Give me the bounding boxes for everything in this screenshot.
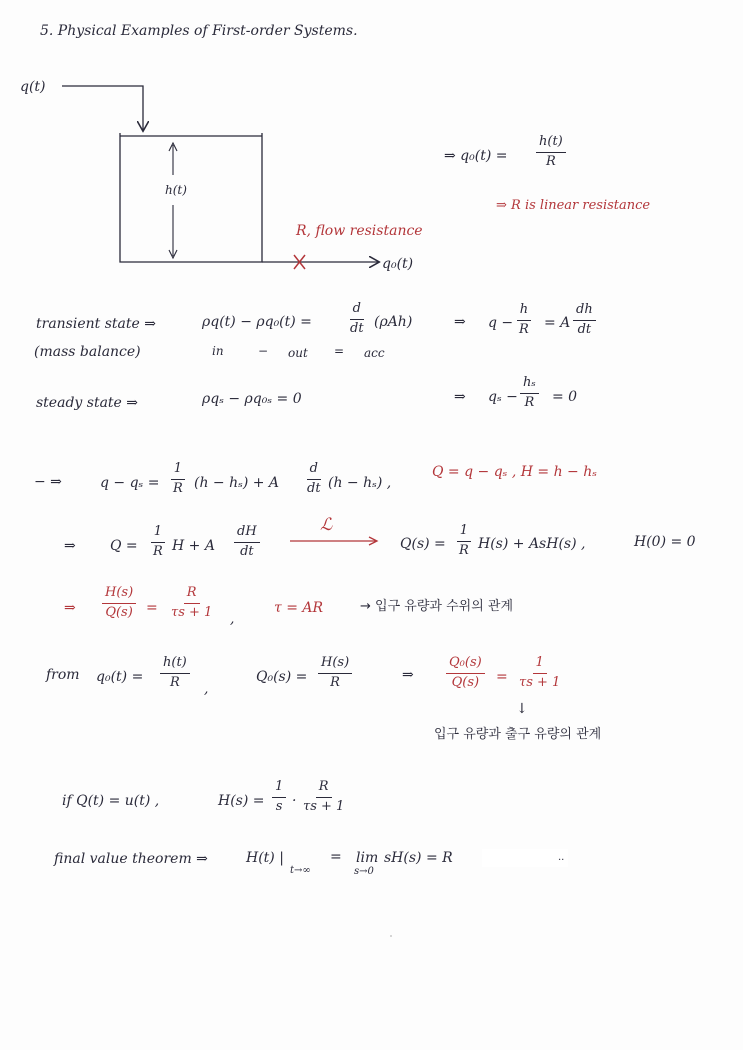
fraction-denominator: R — [169, 674, 180, 690]
derivative-den: dt — [307, 480, 321, 496]
linear-resistance-note: ⇒ R is linear resistance — [496, 198, 651, 213]
fraction-denominator: Q(s) — [105, 604, 133, 620]
deviation-lead: − ⇒ — [34, 474, 62, 490]
laplace-lhs: Q = — [110, 538, 138, 554]
laplace-result-fraction — [456, 524, 472, 559]
fraction-numerator: R — [316, 780, 332, 798]
laplace-result-lhs: Q(s) = — [400, 536, 446, 552]
derivative-den: dt — [240, 543, 254, 559]
final-rhs: sH(s) = R — [384, 850, 453, 866]
laplace-mid: H + A — [172, 538, 215, 554]
from-q0: Q₀(s) = — [256, 669, 308, 685]
fraction-numerator: 1 — [533, 656, 547, 674]
time-constant: τ = AR — [274, 600, 324, 616]
word-in: in — [212, 344, 224, 358]
output-transfer-note: 입구 유량과 출구 유량의 관계 — [434, 727, 602, 742]
from-arrow: ⇒ — [402, 667, 414, 683]
word-minus: − — [258, 344, 269, 358]
mass-balance-label: (mass balance) — [34, 344, 141, 360]
fraction-denominator: R — [524, 394, 535, 410]
level-label: h(t) — [165, 183, 187, 197]
final-label: final value theorem ⇒ — [54, 851, 208, 867]
fraction-numerator: R — [184, 586, 200, 604]
from-fraction — [160, 656, 190, 691]
fraction-denominator: R — [153, 543, 163, 559]
output-transfer-rhs — [516, 656, 563, 691]
deviation-mid: (h − hₛ) + A — [194, 475, 280, 491]
derivative-num: d — [307, 462, 321, 480]
fraction-numerator: hₛ — [520, 376, 539, 394]
derivative-den: dt — [350, 320, 364, 336]
transfer-fraction — [102, 586, 136, 621]
final-eq: = — [330, 849, 342, 865]
fraction-denominator: R — [519, 321, 529, 337]
output-eq-prefix: ⇒ q₀(t) = — [444, 148, 508, 164]
from-lhs: q₀(t) = — [96, 669, 144, 685]
output-transfer-eq: = — [496, 669, 508, 685]
transfer-eq: = — [146, 600, 158, 616]
fraction-numerator: h(t) — [536, 135, 566, 153]
word-out: out — [288, 346, 308, 360]
final-lim: lim — [356, 850, 379, 866]
steady-label: steady state ⇒ — [36, 395, 139, 411]
transient-lhs: ρq(t) − ρq₀(t) = — [202, 314, 312, 330]
fraction-denominator: Q(s) — [451, 674, 480, 690]
fraction-denominator: R — [173, 480, 183, 496]
output-transfer-fraction — [446, 656, 485, 691]
deviation-lhs: q − qₛ = — [100, 475, 160, 491]
transfer-rhs-fraction — [168, 586, 215, 621]
fraction-denominator: τs + 1 — [519, 674, 561, 690]
section-heading: 5. Physical Examples of First-order Systems. — [40, 23, 358, 39]
fraction-numerator: 1 — [457, 524, 471, 542]
outflow-label: q₀(t) — [382, 256, 414, 272]
fraction-numerator: 1 — [171, 462, 185, 480]
transient-label: transient state ⇒ — [36, 316, 156, 332]
final-lim-sub: s→0 — [354, 866, 374, 877]
fraction-numerator: H(s) — [318, 656, 352, 674]
from-comma: , — [204, 681, 209, 697]
transient-arrow: ⇒ — [454, 314, 466, 330]
final-dots: .. — [558, 852, 565, 863]
step-condition: if Q(t) = u(t) , — [62, 793, 160, 809]
transfer-comma: , — [230, 611, 235, 627]
derivative-num: dH — [234, 525, 260, 543]
word-eq: = — [334, 344, 345, 358]
fraction-numerator: H(s) — [102, 586, 136, 604]
transient-result-lhs: q − — [488, 315, 514, 331]
transfer-note: → 입구 유량과 수위의 관계 — [360, 599, 514, 614]
fraction-numerator: h — [517, 303, 531, 321]
fraction-numerator: Q₀(s) — [446, 656, 485, 674]
fraction-denominator: R — [545, 153, 556, 169]
from-word: from — [46, 667, 80, 683]
fraction-denominator: R — [459, 542, 469, 558]
resistance-label: R, flow resistance — [296, 223, 423, 239]
fraction-numerator: 1 — [151, 525, 165, 543]
from-q0-fraction — [318, 656, 352, 691]
derivative-den: dt — [577, 321, 592, 337]
final-lhs-sub: t→∞ — [290, 865, 311, 876]
inflow-label: q(t) — [20, 79, 46, 95]
fraction-denominator: R — [330, 674, 340, 690]
initial-condition: H(0) = 0 — [634, 534, 696, 550]
final-lhs: H(t) | — [246, 850, 284, 866]
step-dot: · — [292, 793, 297, 809]
down-arrow: ↓ — [516, 701, 528, 717]
blank-patch — [482, 849, 568, 867]
fraction-denominator: τs + 1 — [303, 798, 345, 814]
derivative-num: dh — [573, 303, 596, 321]
step-fraction-a — [272, 780, 286, 815]
laplace-operator: ℒ — [320, 515, 333, 535]
fraction-denominator: τs + 1 — [171, 604, 213, 620]
transient-result-mid: = A — [544, 315, 571, 331]
fraction-numerator: h(t) — [160, 656, 190, 674]
step-fraction-b — [300, 780, 347, 815]
transient-rhs: (ρAh) — [374, 314, 413, 330]
steady-result-rhs: = 0 — [552, 389, 578, 405]
laplace-lead: ⇒ — [64, 538, 76, 554]
steady-eq: ρqₛ − ρq₀ₛ = 0 — [202, 391, 302, 407]
stray-mark — [390, 935, 392, 937]
steady-arrow: ⇒ — [454, 389, 466, 405]
fraction-numerator: 1 — [272, 780, 286, 798]
transfer-lead: ⇒ — [64, 600, 76, 616]
deviation-definitions: Q = q − qₛ , H = h − hₛ — [432, 464, 597, 480]
word-acc: acc — [364, 346, 385, 360]
fraction-denominator: s — [275, 798, 283, 814]
derivative-num: d — [350, 302, 364, 320]
steady-result-lhs: qₛ − — [488, 389, 518, 405]
deviation-tail: (h − hₛ) , — [328, 475, 392, 491]
step-lhs: H(s) = — [218, 793, 265, 809]
laplace-result-rhs: H(s) + AsH(s) , — [478, 536, 586, 552]
